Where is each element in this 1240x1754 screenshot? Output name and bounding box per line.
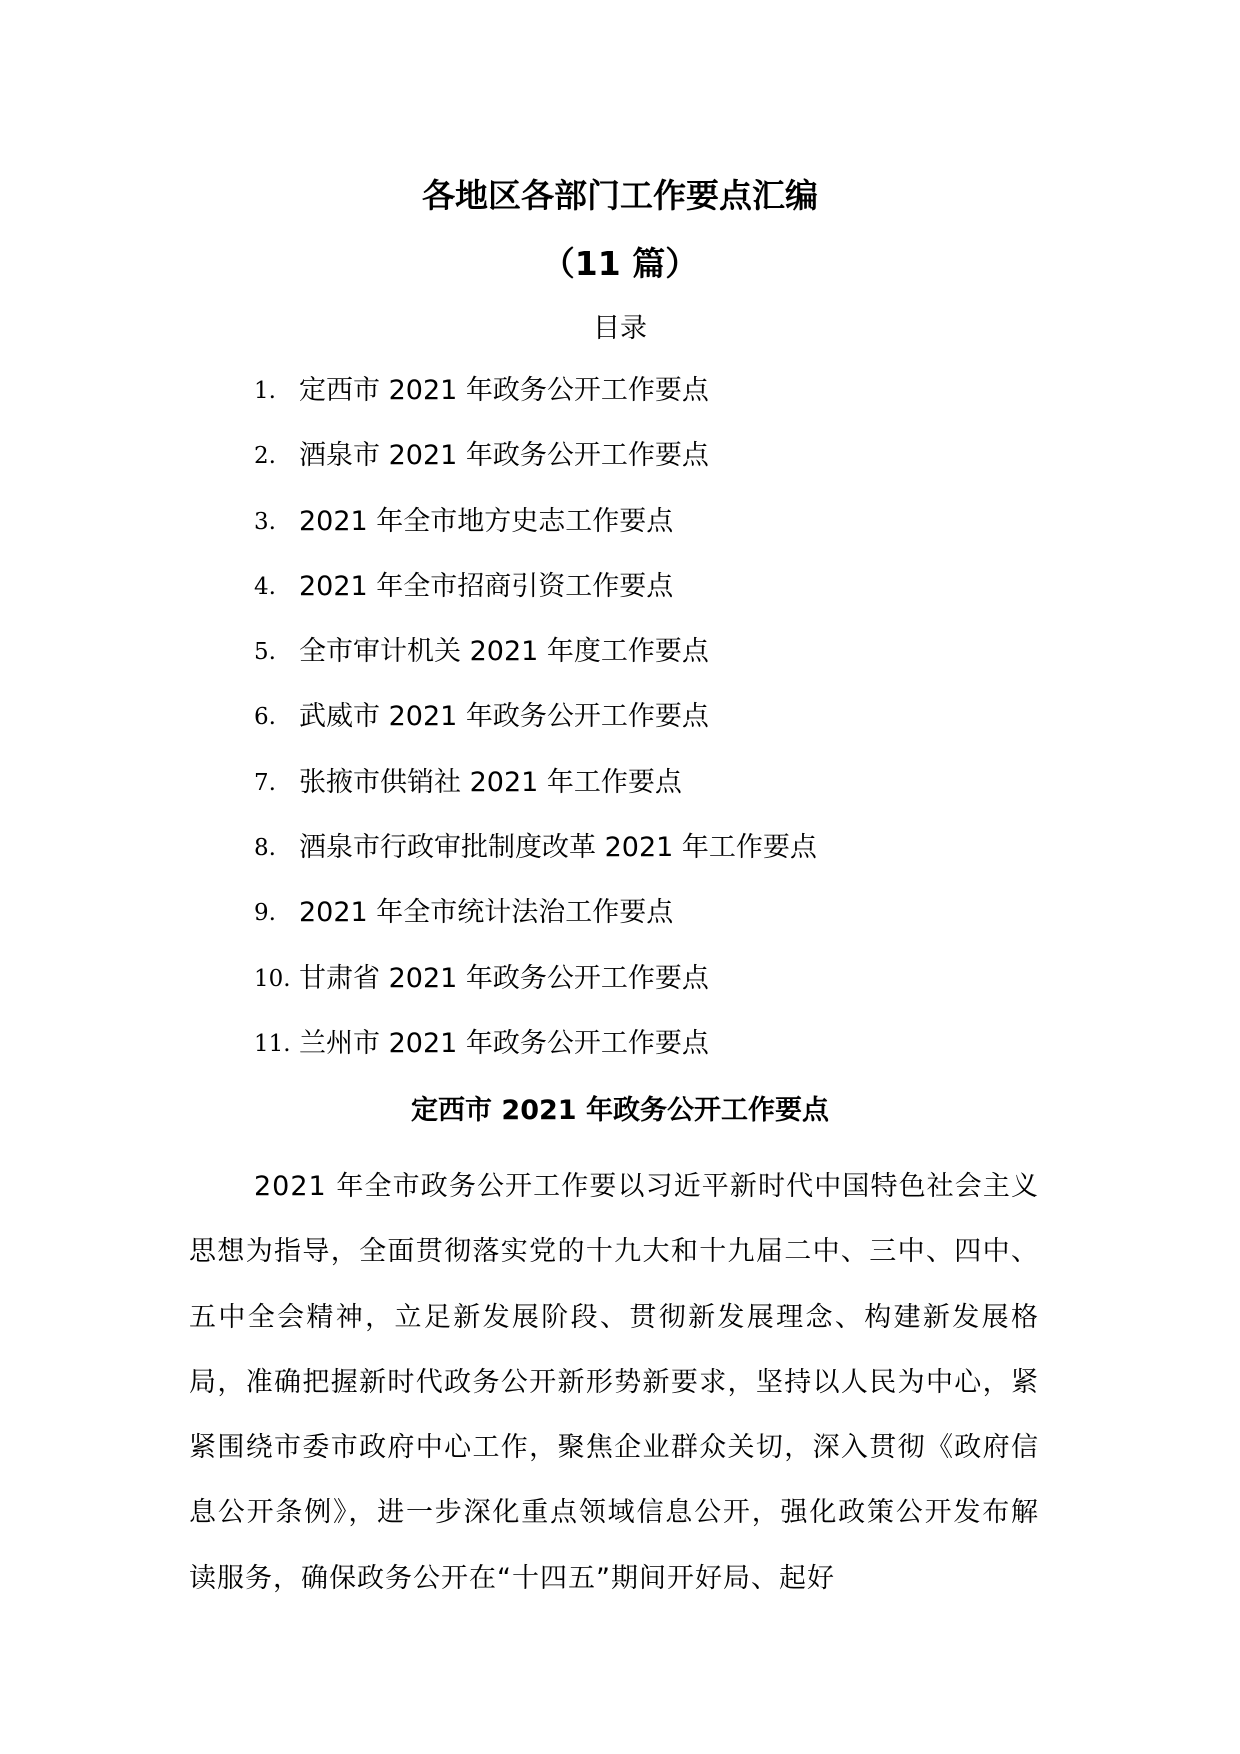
toc-number: 2. xyxy=(254,443,276,470)
toc-item-6 xyxy=(254,700,1114,765)
toc-title: 酒泉市 2021 年政务公开工作要点 xyxy=(299,440,709,472)
toc-number: 6. xyxy=(254,704,276,731)
toc-title: 全市审计机关 2021 年度工作要点 xyxy=(299,636,709,668)
toc-number: 11. xyxy=(254,1030,291,1057)
toc-title: 定西市 2021 年政务公开工作要点 xyxy=(299,375,709,406)
toc-title: 2021 年全市地方史志工作要点 xyxy=(299,505,674,537)
toc-title: 甘肃省 2021 年政务公开工作要点 xyxy=(299,962,709,994)
section-title: 定西市 2021 年政务公开工作要点 xyxy=(411,1095,829,1126)
toc-item-8 xyxy=(254,831,1114,896)
toc-number: 5. xyxy=(254,639,276,666)
toc-heading: 目录 xyxy=(593,313,647,344)
toc-number: 7. xyxy=(254,769,276,796)
toc-item-4 xyxy=(254,570,1114,635)
toc-title: 武威市 2021 年政务公开工作要点 xyxy=(299,701,709,733)
toc-title: 张掖市供销社 2021 年工作要点 xyxy=(299,766,682,798)
toc-item-2 xyxy=(254,439,1114,504)
toc-number: 9. xyxy=(254,900,276,927)
toc-title: 2021 年全市招商引资工作要点 xyxy=(299,570,674,602)
toc-title: 兰州市 2021 年政务公开工作要点 xyxy=(299,1027,709,1059)
toc-number: 4. xyxy=(254,573,276,600)
toc-item-10 xyxy=(254,962,1114,1027)
toc-title: 2021 年全市统计法治工作要点 xyxy=(299,897,674,929)
toc-number: 1. xyxy=(254,378,276,404)
toc-number: 10. xyxy=(254,965,291,992)
toc-item-1 xyxy=(254,374,1114,439)
document-title: 各地区各部门工作要点汇编 xyxy=(422,176,818,215)
toc-item-7 xyxy=(254,766,1114,831)
table-of-contents xyxy=(254,374,1114,1092)
toc-item-3 xyxy=(254,505,1114,570)
document-subtitle: （11 篇） xyxy=(541,244,699,283)
toc-number: 3. xyxy=(254,508,276,535)
body-paragraph: 2021 年全市政务公开工作要以习近平新时代中国特色社会主义思想为指导，全面贯彻落实党的十九大和十九届二中、三中、四中、五中全会精神，立足新发展阶段、贯彻新发展理念、构建新发展格局，准确把握新时代政务公开新形势新要求，坚持以人民为中心，紧紧围绕市委市政府中心工作，聚焦企业群众关切，深入贯彻《政府信息公开条例》，进一步深化重点领域信息公开，强化政策公开发布解读服务，确保政务公开在“十四五”期间开好局、起好 xyxy=(189,1171,1039,1594)
toc-number: 8. xyxy=(254,835,276,862)
toc-item-9 xyxy=(254,896,1114,961)
toc-item-5 xyxy=(254,635,1114,700)
toc-item-11 xyxy=(254,1027,1114,1092)
toc-title: 酒泉市行政审批制度改革 2021 年工作要点 xyxy=(299,832,817,864)
